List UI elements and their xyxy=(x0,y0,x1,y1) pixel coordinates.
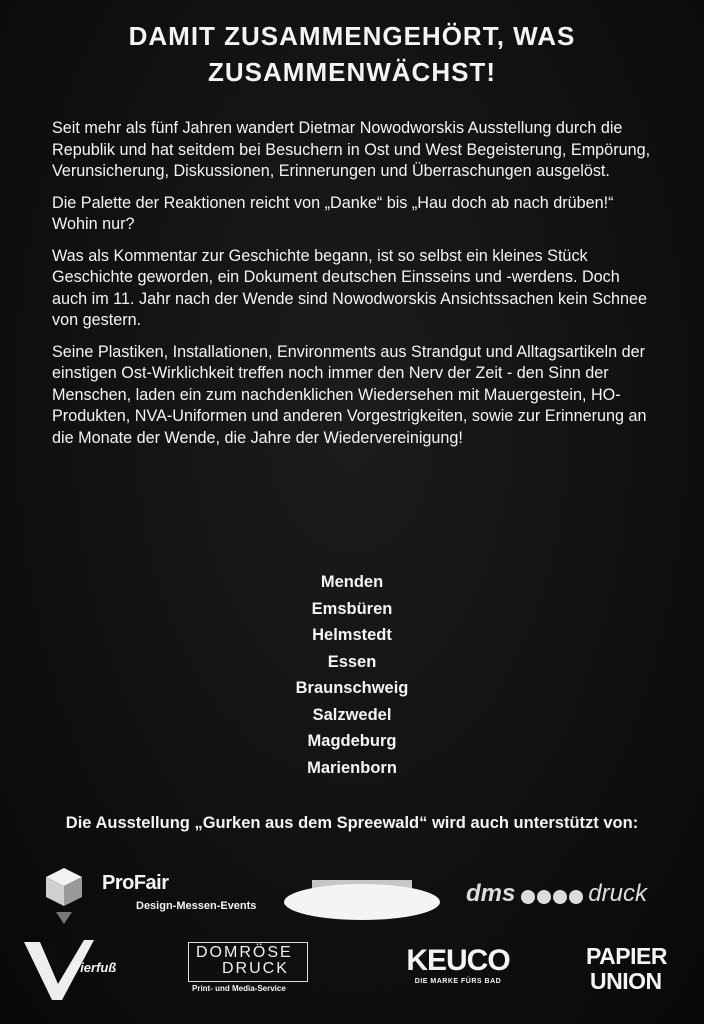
body-text xyxy=(52,118,652,459)
dots-icon xyxy=(520,889,584,905)
city-item: Essen xyxy=(327,652,377,671)
cube-icon xyxy=(42,866,86,926)
page-title xyxy=(40,18,664,90)
city-list xyxy=(252,569,452,781)
city-item: Braunschweig xyxy=(295,679,409,697)
dms-text: dms xyxy=(466,880,516,907)
domrose-tagline: Print- und Media-Service xyxy=(192,984,286,993)
keuco-logo xyxy=(398,944,518,994)
city-item: Helmstedt xyxy=(312,626,392,644)
paragraph: Die Palette der Reaktionen reicht von „Danke“ bis „Hau doch ab nach drüben!“ Wohin nur? xyxy=(52,193,614,233)
sponsor-line: Die Ausstellung „Gurken aus dem Spreewald“ wird auch unterstützt von: xyxy=(65,814,639,832)
city-item: Menden xyxy=(320,573,384,591)
vierfuss-logo xyxy=(24,938,134,1008)
title-line-1: DAMIT ZUSAMMENGEHÖRT, WAS xyxy=(128,21,576,51)
white-ellipse-logo xyxy=(282,876,442,922)
paragraph: Was als Kommentar zur Geschichte begann, ist so selbst ein kleines Stück Geschichte geworden, ein Dokument deutschen Einsseins und -werdens. Doch auch im 11. Jahr nach der Wende sind Nowodworskis Ansichtssachen kein Schnee von gestern. xyxy=(52,246,648,329)
city-item: Marienborn xyxy=(307,758,397,777)
profair-name: ProFair xyxy=(102,872,169,894)
vierfuss-name: Vierfuß xyxy=(72,960,117,975)
keuco-tagline: DIE MARKE FÜRS BAD xyxy=(414,978,502,985)
dms-druck-logo xyxy=(466,880,666,916)
city-item: Salzwedel xyxy=(312,705,392,724)
union-text: UNION xyxy=(590,968,662,994)
domrose-line-1: DOMRÖSE xyxy=(196,944,293,961)
ellipse-logo xyxy=(282,876,442,922)
paragraph: Seine Plastiken, Installationen, Environments aus Strandgut und Alltagsartikeln der einstigen Ost-Wirklichkeit treffen noch immer den Nerv der Zeit - den Sinn der Menschen, laden ein zum nachdenklichen Wiedersehen mit Mauergestein, HO-Produkten, NVA-Uniformen und anderen Vorgestrigkeiten, sowie zur Erinnerung an die Monate der Wende, die Jahre der Wiedervereinigung! xyxy=(52,342,647,447)
city-item: Magdeburg xyxy=(307,732,397,750)
city-item: Emsbüren xyxy=(311,599,393,618)
druck-text: druck xyxy=(588,880,647,907)
paragraph: Seit mehr als fünf Jahren wandert Dietmar Nowodworskis Ausstellung durch die Republik und hat seitdem bei Besuchern in Ost und West Begeisterung, Empörung, Verunsicherung, Diskussionen, Erinnerungen und Überraschungen ausgelöst. xyxy=(52,119,651,180)
papier-text: PAPIER xyxy=(586,943,667,969)
title-line-2: ZUSAMMENWÄCHST! xyxy=(208,57,496,87)
papier-union-logo xyxy=(586,944,690,998)
profair-logo xyxy=(42,866,282,926)
profair-tagline: Design-Messen-Events xyxy=(136,900,257,912)
keuco-name: KEUCO xyxy=(406,944,510,977)
domrose-druck-logo xyxy=(188,942,310,998)
domrose-line-2: DRUCK xyxy=(222,960,289,977)
